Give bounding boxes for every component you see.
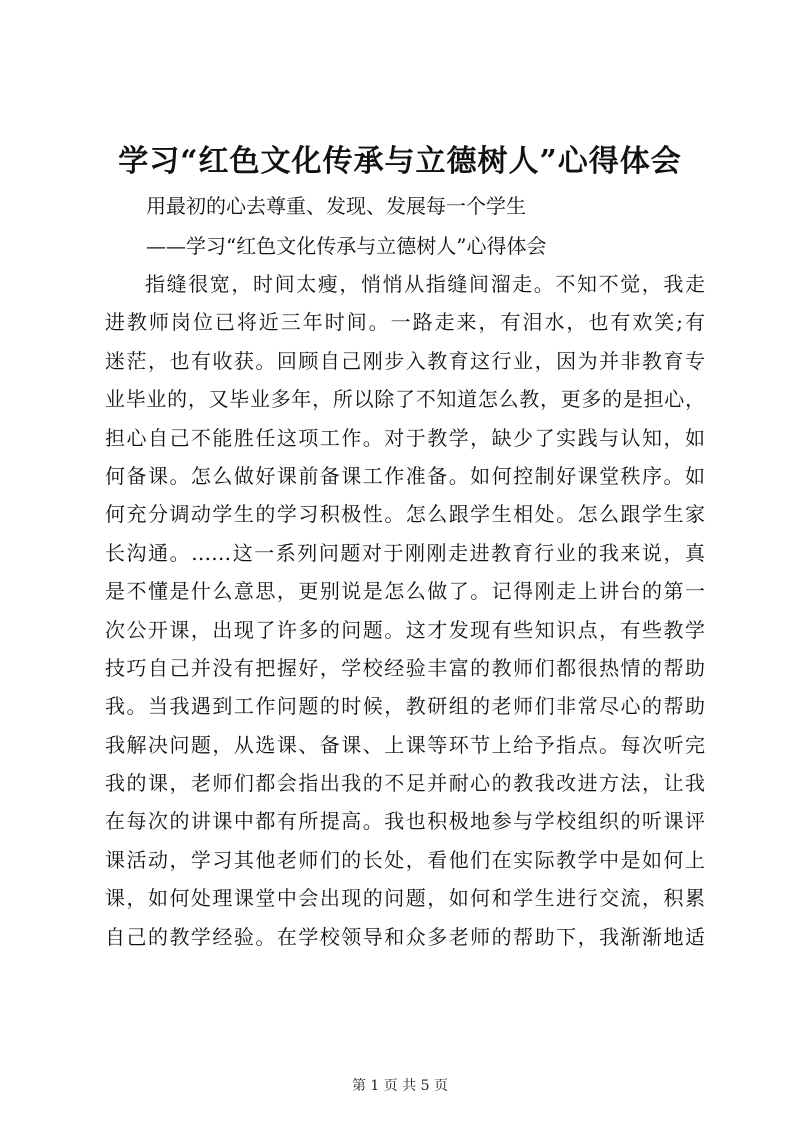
body-line: 次公开课，出现了许多的问题。这才发现有些知识点，有些教学 [105,617,705,642]
document-title: 学习“红色文化传承与立德树人”心得体会 [118,144,682,179]
body-line: 我。当我遇到工作问题的时候，教研组的老师们非常尽心的帮助 [105,694,705,719]
body-line: 我解决问题，从选课、备课、上课等环节上给予指点。每次听完 [105,732,705,757]
body-line: 我的课，老师们都会指出我的不足并耐心的教我改进方法，让我 [105,771,705,796]
body-line: 迷茫，也有收获。回顾自己刚步入教育这行业，因为并非教育专 [105,348,705,373]
body-line: 在每次的讲课中都有所提高。我也积极地参与学校组织的听课评 [105,809,705,834]
subtitle-line-1: 用最初的心去尊重、发现、发展每一个学生 [146,194,526,218]
body-line: 担心自己不能胜任这项工作。对于教学，缺少了实践与认知，如 [105,425,705,450]
body-line: 是不懂是什么意思，更别说是怎么做了。记得刚走上讲台的第一 [105,579,705,604]
body-line: 指缝很宽，时间太瘦，悄悄从指缝间溜走。不知不觉，我走 [145,272,705,296]
body-line: 进教师岗位已将近三年时间。一路走来，有泪水，也有欢笑;有 [105,310,705,335]
body-line: 何备课。怎么做好课前备课工作准备。如何控制好课堂秩序。如 [105,463,705,488]
body-line: 课，如何处理课堂中会出现的问题，如何和学生进行交流，积累 [105,886,705,911]
body-line: 课活动，学习其他老师们的长处，看他们在实际教学中是如何上 [105,847,705,872]
body-text [105,265,705,956]
body-line: 技巧自己并没有把握好，学校经验丰富的教师们都很热情的帮助 [105,655,705,680]
subtitle-line-2: ——学习“红色文化传承与立德树人”心得体会 [146,234,547,258]
body-line: 何充分调动学生的学习积极性。怎么跟学生相处。怎么跟学生家 [105,502,705,527]
body-line: 自己的教学经验。在学校领导和众多老师的帮助下，我渐渐地适 [105,924,705,949]
page-number: 第 1 页 共 5 页 [351,1078,449,1094]
body-line: 长沟通。……这一系列问题对于刚刚走进教育行业的我来说，真 [105,540,705,565]
body-line: 业毕业的，又毕业多年，所以除了不知道怎么教，更多的是担心， [105,387,705,412]
